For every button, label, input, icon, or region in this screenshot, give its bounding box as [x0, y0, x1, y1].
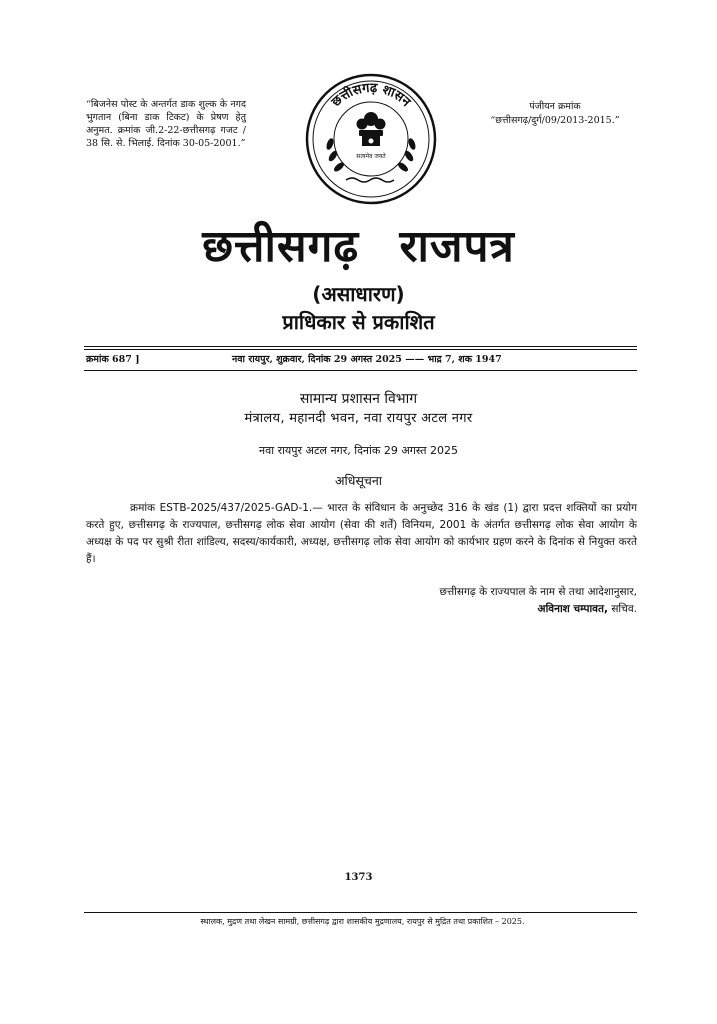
masthead-rule-top-inner: [84, 349, 637, 350]
signatory-name: अविनाश चम्पावत,: [537, 603, 608, 615]
footer-rule: [84, 912, 637, 913]
department-name: सामान्य प्रशासन विभाग: [299, 391, 418, 407]
page-number: 1373: [344, 872, 373, 883]
notification-body: क्रमांक ESTB-2025/437/2025-GAD-1.— भारत के संविधान के अनुच्छेद 316 के खंड (1) द्वारा प्रदत्त शक्तियों का प्रयोग करते हुए, छत्तीसगढ़ के राज्यपाल, छत्तीसगढ़ लोक सेवा आयोग (सेवा की शर्तें) विनियम, 2001 के अंतर्गत छत्तीसगढ़ लोक सेवा आयोग के अध्यक्ष के पद पर सुश्री रीता शांडिल्य, सदस्य/कार्यकारी, अध्यक्ष, छत्तीसगढ़ लोक सेवा आयोग को कार्यभार ग्रहण करने के दिनांक से नियुक्त करते हैं।: [86, 502, 637, 565]
registration-block: [470, 100, 640, 128]
issue-number: क्रमांक 687 ]: [86, 354, 140, 365]
postal-permission-note: “बिजनेस पोस्ट के अन्तर्गत डाक शुल्क के नगद भुगतान (बिना डाक टिकट) के प्रेषण हेतु अनुमत. क्रमांक जी.2-22-छत्तीसगढ़ गजट / 38 सि. से. भिलाई. दिनांक 30-05-2001.”: [86, 99, 246, 149]
printer-footer: स्थालक, मुद्रण तथा लेखन सामग्री, छत्तीसगढ़ द्वारा शासकीय मुद्रणालय, रायपुर से मुद्रित तथा प्रकाशित – 2025.: [200, 917, 525, 926]
svg-text:छत्तीसगढ़ शासन: [328, 81, 414, 111]
governor-order-line: छत्तीसगढ़ के राज्यपाल के नाम से तथा आदेशानुसार,: [439, 586, 637, 598]
waves-icon: [346, 178, 394, 182]
seal-motto: सत्यमेव जयते: [356, 153, 386, 160]
gazette-authority: प्राधिकार से प्रकाशित: [282, 310, 435, 334]
seal-ring-text: छत्तीसगढ़ शासन: [328, 80, 414, 111]
signature-block: [360, 602, 637, 616]
masthead-rule-top: [84, 346, 637, 347]
gazette-title: छत्तीसगढ़ राजपत्र: [202, 221, 515, 272]
chhattisgarh-emblem-seal: [304, 72, 438, 206]
department-address: मंत्रालय, महानदी भवन, नवा रायपुर अटल नगर: [244, 411, 473, 426]
issue-place-date: नवा रायपुर, शुक्रवार, दिनांक 29 अगस्त 2025 —— भाद्र 7, शक 1947: [232, 354, 502, 365]
notice-dateline: नवा रायपुर अटल नगर, दिनांक 29 अगस्त 2025: [259, 444, 458, 457]
lion-capital-icon: [357, 112, 386, 146]
signatory-title: सचिव.: [611, 603, 637, 615]
notification-heading: अधिसूचना: [334, 473, 383, 488]
masthead-rule-bottom: [84, 370, 637, 371]
gazette-edition: (असाधारण): [312, 282, 405, 306]
registration-label: पंजीयन क्रमांक: [529, 101, 581, 112]
registration-number: “छत्तीसगढ़/दुर्ग/09/2013-2015.”: [490, 115, 620, 126]
